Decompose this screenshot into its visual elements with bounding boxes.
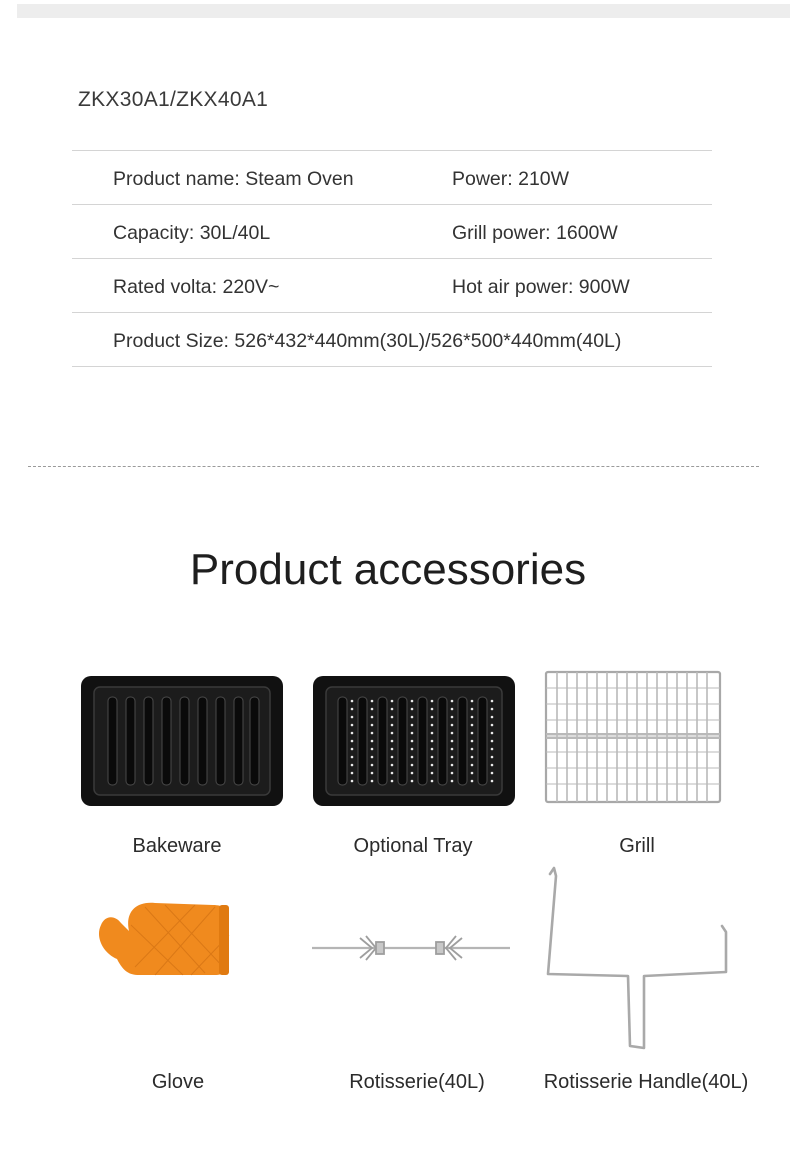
bakeware-tray-image: [80, 675, 284, 807]
rotisserie-spit-image: [310, 930, 512, 966]
accessory-label-rotisserie-handle: Rotisserie Handle(40L): [543, 1071, 749, 1093]
model-number: ZKX30A1/ZKX40A1: [78, 88, 269, 111]
spec-power: Power: 210W: [452, 168, 570, 190]
spec-row: [72, 204, 712, 258]
wire-rack-image: [543, 668, 723, 806]
rotisserie-handle-image: [540, 866, 736, 1056]
top-divider-bar: [17, 4, 790, 18]
spec-product-name: Product name: Steam Oven: [113, 168, 354, 190]
dashed-divider: [28, 466, 759, 467]
accessory-label-bakeware: Bakeware: [132, 835, 222, 857]
spec-product-size: Product Size: 526*432*440mm(30L)/526*500*440mm(40L): [113, 330, 622, 352]
spec-row: [72, 312, 712, 367]
spec-hot-air-power: Hot air power: 900W: [452, 276, 630, 298]
accessory-label-glove: Glove: [151, 1071, 205, 1093]
perforated-tray-image: [312, 675, 516, 807]
spec-row: [72, 258, 712, 312]
section-title: Product accessories: [189, 545, 587, 594]
spec-rated-voltage: Rated volta: 220V~: [113, 276, 280, 298]
accessory-label-rotisserie: Rotisserie(40L): [349, 1071, 485, 1093]
oven-mitt-image: [95, 895, 235, 981]
spec-row: [72, 150, 712, 204]
spec-grill-power: Grill power: 1600W: [452, 222, 618, 244]
spec-capacity: Capacity: 30L/40L: [113, 222, 271, 244]
accessory-label-optional-tray: Optional Tray: [353, 835, 473, 857]
accessory-label-grill: Grill: [619, 835, 655, 857]
spec-table: [72, 150, 712, 367]
